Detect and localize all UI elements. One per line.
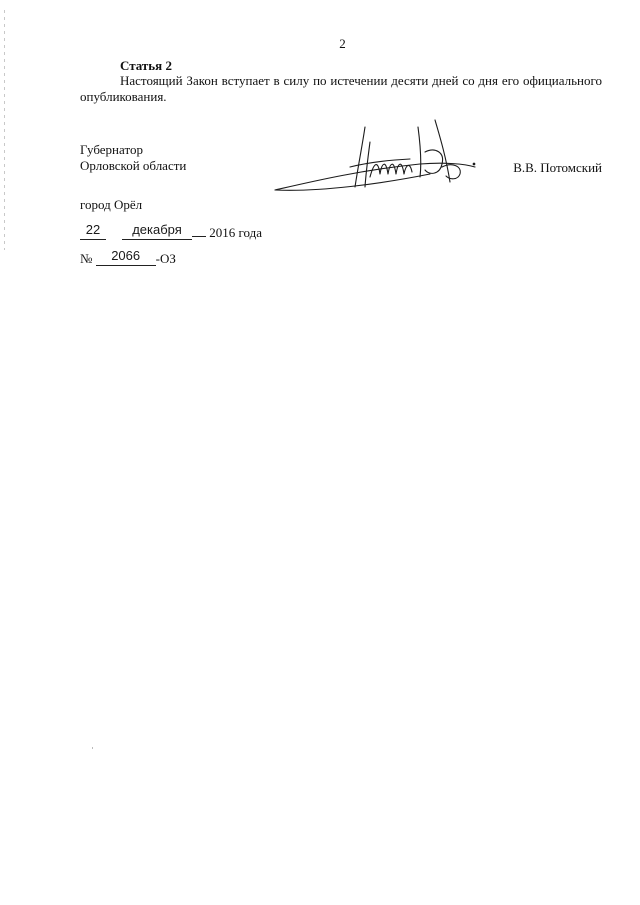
date-year: 2016 года — [209, 225, 263, 240]
signatory-title-line-2: Орловской области — [80, 158, 187, 173]
scan-speck — [92, 747, 93, 749]
article-body: Настоящий Закон вступает в силу по истечении десяти дней со дня его официального опубликования. — [80, 73, 602, 104]
law-number-line — [80, 248, 176, 267]
date-day: 22 — [85, 222, 101, 237]
article-title: Статья 2 — [120, 58, 172, 73]
signatory-name: В.В. Потомский — [513, 160, 602, 175]
date-day-field — [80, 222, 106, 240]
place-of-signing: город Орёл — [80, 197, 143, 212]
law-number-field — [96, 248, 156, 266]
signatory-title-line-1: Губернатор — [80, 142, 143, 157]
law-number-value: 2066 — [111, 248, 141, 263]
date-month-field — [122, 222, 192, 240]
handwritten-signature — [270, 112, 485, 202]
law-number-prefix: № — [80, 251, 93, 266]
law-number-suffix: -ОЗ — [155, 251, 176, 266]
page-number: 2 — [339, 36, 346, 51]
date-month: декабря — [132, 222, 182, 237]
signing-date — [80, 222, 263, 241]
signatory-title — [80, 142, 186, 174]
date-month-tail — [192, 236, 206, 237]
